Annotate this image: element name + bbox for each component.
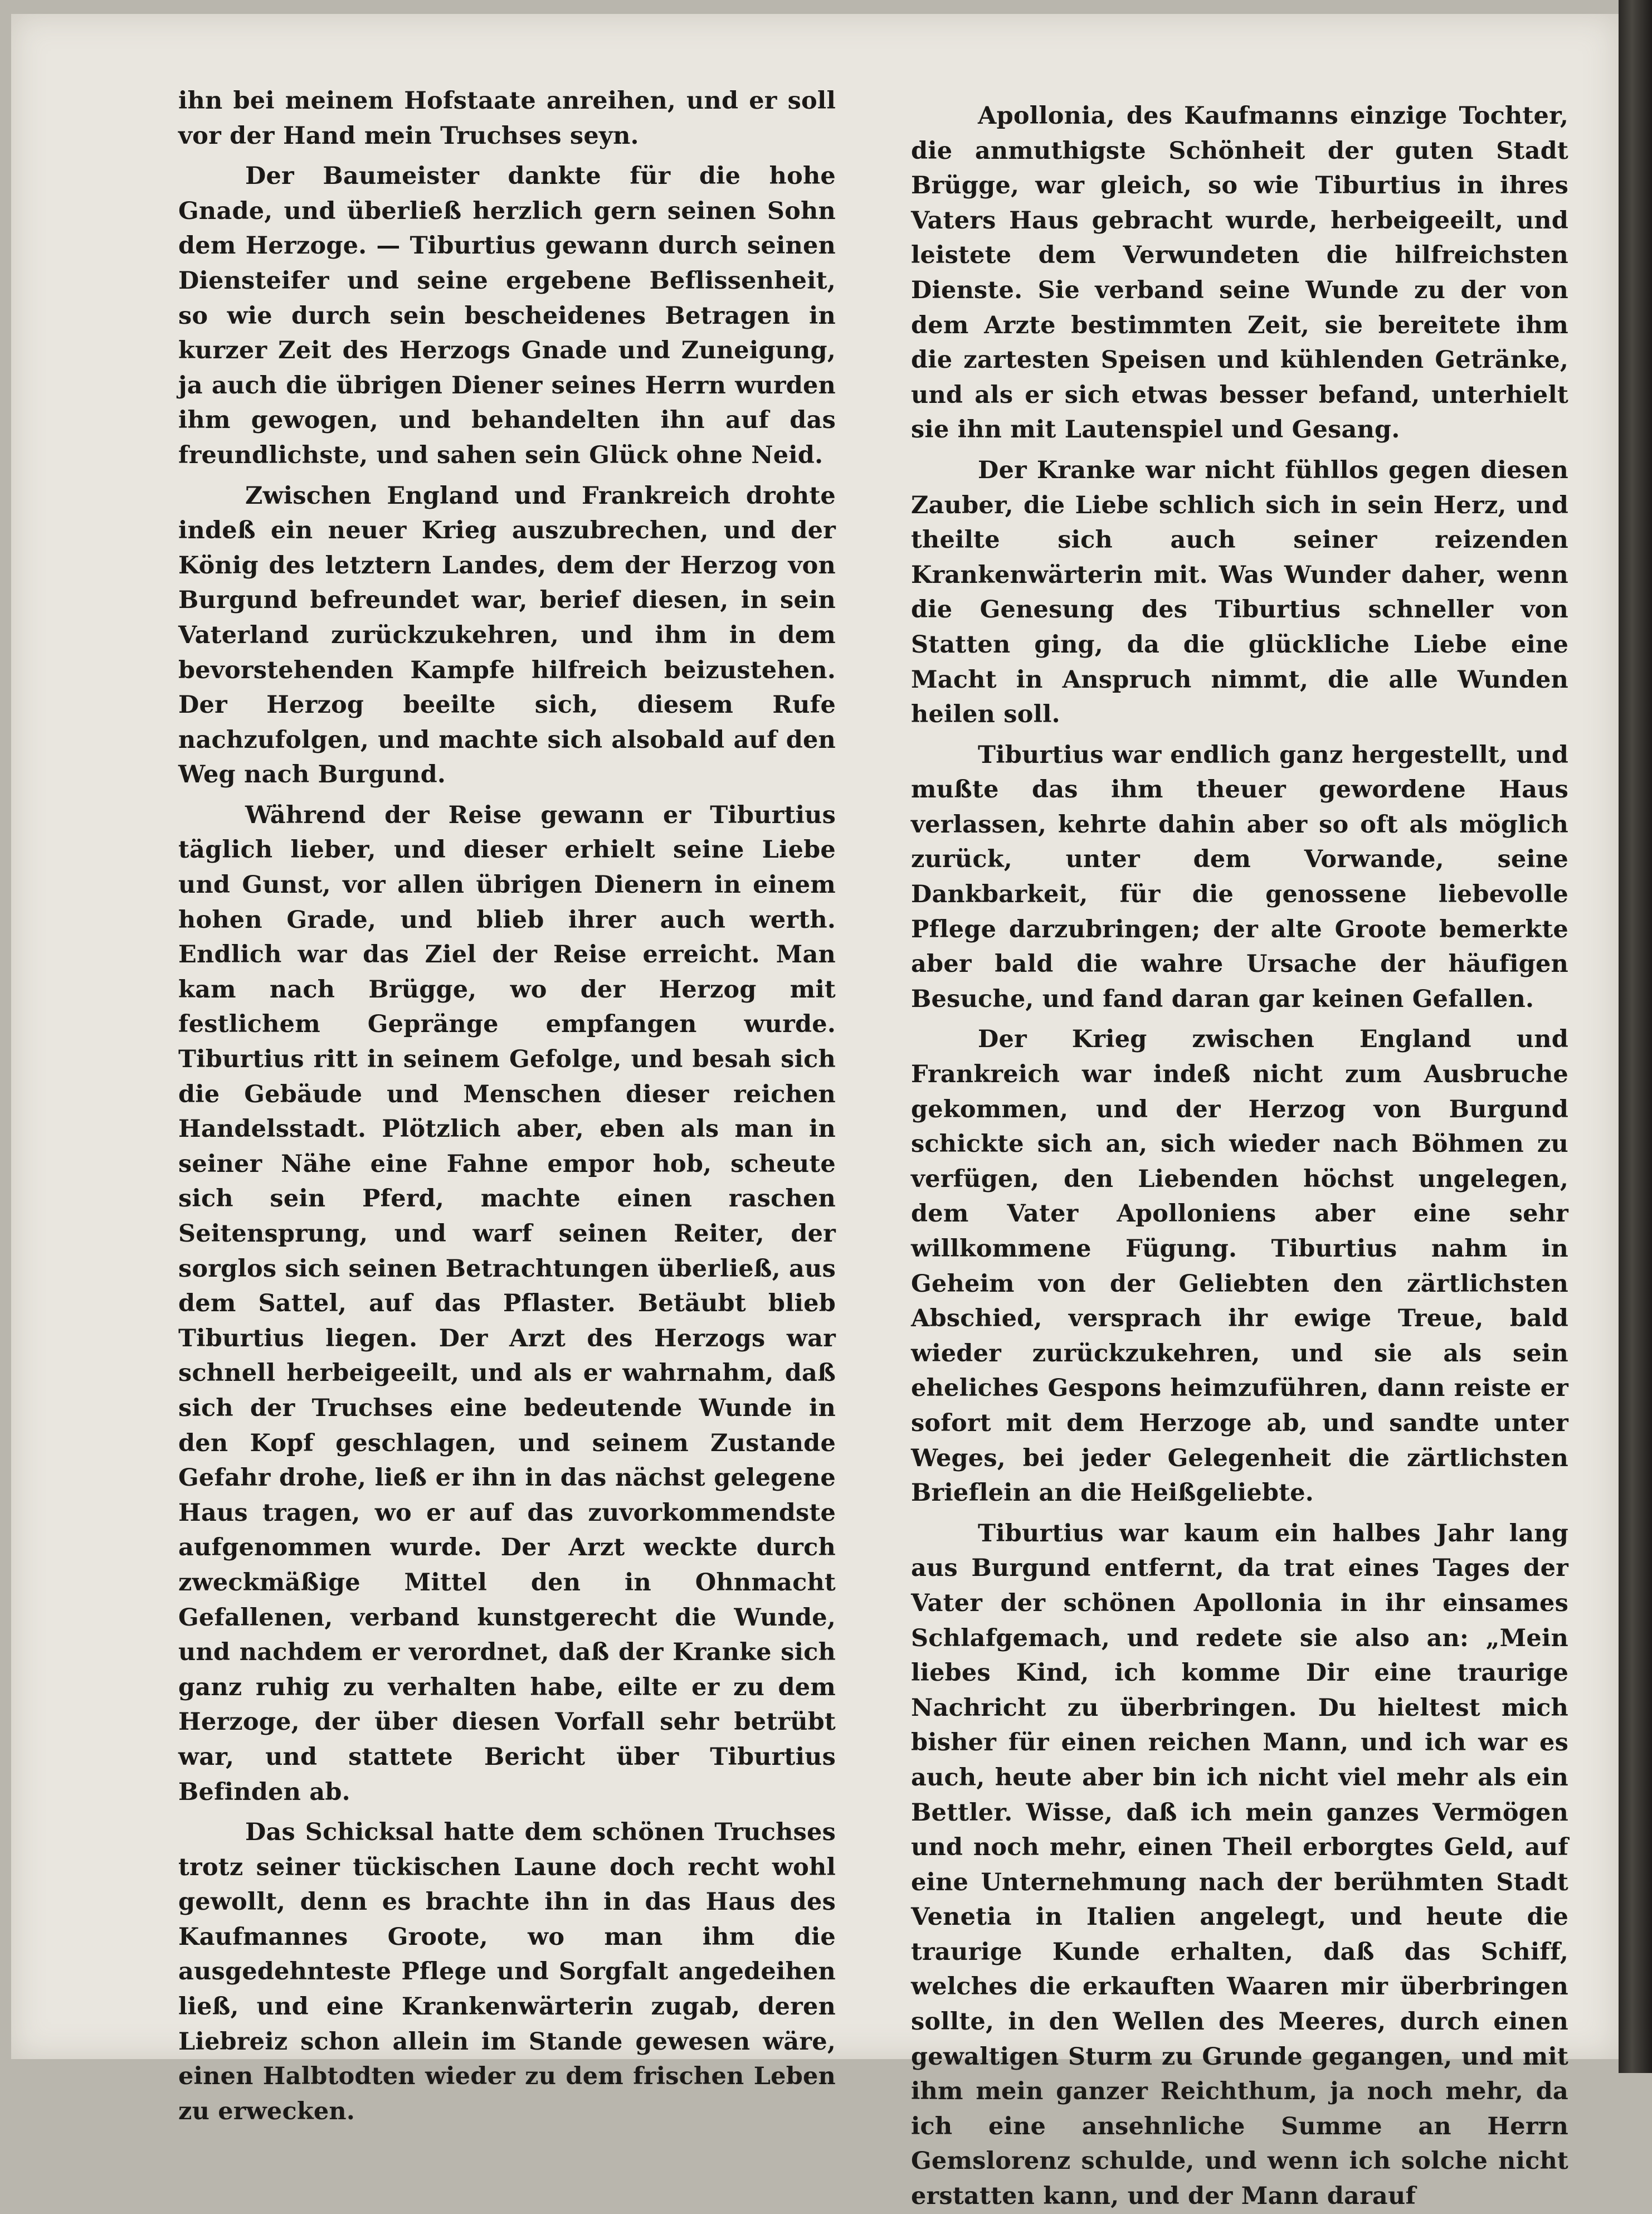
- paragraph: Tiburtius war endlich ganz hergestellt, und mußte das ihm theuer gewordene Haus verlassen, kehrte dahin aber so oft als möglich zurück, unter dem Vorwande, seine Dankbarkeit, für die genossene liebevolle Pflege darzubringen; der alte Groote bemerkte aber bald die wahre Ursache der häufigen Besuche, und fand daran gar keinen Gefallen.: [911, 741, 1568, 1013]
- paragraph: Der Kranke war nicht fühllos gegen diesen Zauber, die Liebe schlich sich in sein Herz, und theilte sich auch seiner reizenden Krankenwärterin mit. Was Wunder daher, wenn die Genesung des Tiburtius schneller von Statten ging, da die glückliche Liebe eine Macht in Anspruch nimmt, die alle Wunden heilen soll.: [911, 456, 1568, 729]
- paragraph: Tiburtius war kaum ein halbes Jahr lang aus Burgund entfernt, da trat eines Tages der Vater der schönen Apollonia in ihr einsames Schlafgemach, und redete sie also an: „Mein liebes Kind, ich komme Dir eine traurige Nachricht zu überbringen. Du hieltest mich bisher für einen reichen Mann, und ich war es auch, heute aber bin ich nicht viel mehr als ein Bettler. Wisse, daß ich mein ganzes Vermögen und noch mehr, einen Theil erborgtes Geld, auf eine Unternehmung nach der berühmten Stadt Venetia in Italien angelegt, und heute die traurige Kunde erhalten, daß das Schiff, welches die erkauften Waaren mir überbringen sollte, in den Wellen des Meeres, durch einen gewaltigen Sturm zu Grunde gegangen, und mit ihm mein ganzer Reichthum, ja noch mehr, da ich eine ansehnliche Summe an Herrn Gemslorenz schulde, und wenn ich solche nicht erstatten kann, und der Mann darauf: [911, 1519, 1568, 2211]
- paragraph: Zwischen England und Frankreich drohte indeß ein neuer Krieg auszubrechen, und der König des letztern Landes, dem der Herzog von Burgund befreundet war, berief diesen, in sein Vaterland zurückzukehren, und ihm in dem bevorstehenden Kampfe hilfreich beizustehen. Der Herzog beeilte sich, diesem Rufe nachzufolgen, und machte sich alsobald auf den Weg nach Burgund.: [178, 481, 836, 789]
- paragraph: Der Krieg zwischen England und Frankreich war indeß nicht zum Ausbruche gekommen, und der Herzog von Burgund schickte sich an, sich wieder nach Böhmen zu verfügen, den Liebenden höchst ungelegen, dem Vater Apolloniens aber eine sehr willkommene Fügung. Tiburtius nahm in Geheim von der Geliebten den zärtlichsten Abschied, versprach ihr ewige Treue, bald wieder zurückzukehren, und sie als sein eheliches Gespons heimzuführen, dann reiste er sofort mit dem Herzoge ab, und sandte unter Weges, bei jeder Gelegenheit die zärtlichsten Brieflein an die Heißgeliebte.: [911, 1025, 1568, 1507]
- paragraph: Während der Reise gewann er Tiburtius täglich lieber, und dieser erhielt seine Liebe und Gunst, vor allen übrigen Dienern in einem hohen Grade, und blieb ihrer auch werth. Endlich war das Ziel der Reise erreicht. Man kam nach Brügge, wo der Herzog mit festlichem Gepränge empfangen wurde. Tiburtius ritt in seinem Gefolge, und besah sich die Gebäude und Menschen dieser reichen Handelsstadt. Plötzlich aber, eben als man in seiner Nähe eine Fahne empor hob, scheute sich sein Pferd, machte einen raschen Seitensprung, und warf seinen Reiter, der sorglos sich seinen Betrachtungen überließ, aus dem Sattel, auf das Pflaster. Betäubt blieb Tiburtius liegen. Der Arzt des Herzogs war schnell herbeigeeilt, und als er wahrnahm, daß sich der Truchses eine bedeutende Wunde in den Kopf geschlagen, und seinem Zustande Gefahr drohe, ließ er ihn in das nächst gelegene Haus tragen, wo er auf das zuvorkommendste aufgenommen wurde. Der Arzt weckte durch zweckmäßige Mittel den in Ohnmacht Gefallenen, verband kunstgerecht die Wunde, und nachdem er verordnet, daß der Kranke sich ganz ruhig zu verhalten habe, eilte er zu dem Herzoge, der über diesen Vorfall sehr betrübt war, und stattete Bericht über Tiburtius Befinden ab.: [178, 801, 836, 1806]
- paragraph: Das Schicksal hatte dem schönen Truchses trotz seiner tückischen Laune doch recht wohl gewollt, denn es brachte ihn in das Haus des Kaufmannes Groote, wo man ihm die ausgedehnteste Pflege und Sorgfalt angedeihen ließ, und eine Krankenwärterin zugab, deren Liebreiz schon allein im Stande gewesen wäre, einen Halbtodten wieder zu dem frischen Leben zu erwecken.: [178, 1818, 836, 2125]
- book-binding-edge: [1619, 0, 1652, 2073]
- paragraph: Apollonia, des Kaufmanns einzige Tochter, die anmuthigste Schönheit der guten Stadt Brügge, war gleich, so wie Tiburtius in ihres Vaters Haus gebracht wurde, herbeigeeilt, und leistete dem Verwundeten die hilfreichsten Dienste. Sie verband seine Wunde zu der von dem Arzte bestimmten Zeit, sie bereitete ihm die zartesten Speisen und kühlenden Getränke, und als er sich etwas besser befand, unterhielt sie ihn mit Lautenspiel und Gesang.: [911, 102, 1568, 444]
- left-text-column: [178, 84, 836, 2129]
- right-text-column: [911, 99, 1568, 2214]
- paragraph: Der Baumeister dankte für die hohe Gnade, und überließ herzlich gern seinen Sohn dem Herzoge. — Tiburtius gewann durch seinen Diensteifer und seine ergebene Beflissenheit, so wie durch sein bescheidenes Betragen in kurzer Zeit des Herzogs Gnade und Zuneigung, ja auch die übrigen Diener seines Herrn wurden ihm gewogen, und behandelten ihn auf das freundlichste, und sahen sein Glück ohne Neid.: [178, 162, 836, 469]
- paragraph: ihn bei meinem Hofstaate anreihen, und er soll vor der Hand mein Truchses seyn.: [178, 87, 836, 150]
